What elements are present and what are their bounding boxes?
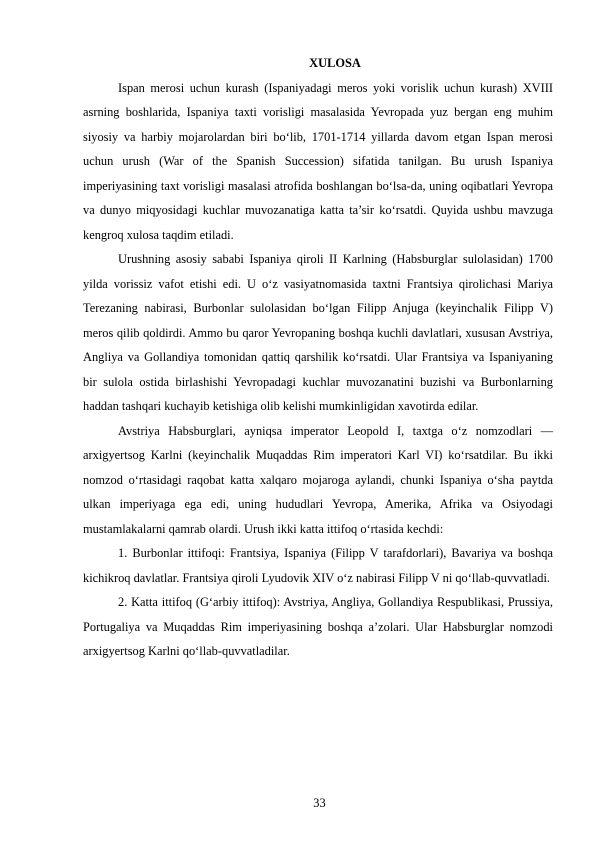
document-title: XULOSA xyxy=(309,56,361,70)
list-item-grand-alliance: 2. Katta ittifoq (G‘arbiy ittifoq): Avstriya, Angliya, Gollandiya Respublikasi, Prussiya, Portugaliya va Muqaddas Rim imperiyasining boshqa a’zolari. Ular Habsburglar nomzodi arxigyertsog Karlni qo‘llab-quvvatladilar. xyxy=(83,595,553,658)
paragraph-habsburg: Avstriya Habsburglari, ayniqsa imperator Leopold I, taxtga o‘z nomzodlari — arxigyertsog Karlni (keyinchalik Muqaddas Rim imperatori Karl VI) ko‘rsatdilar. Bu ikki nomzod o‘rtasidagi raqobat katta xalqaro mojaroga aylandi, chunki Ispaniya o‘sha paytda ulkan imperiyaga ega edi, uning hududlari Yevropa, Amerika, Afrika va Osiyodagi mustamlakalarni qamrab olardi. Urush ikki katta ittifoq o‘rtasida kechdi: xyxy=(83,423,553,536)
page-number: 33 xyxy=(313,796,326,810)
paragraph-cause: Urushning asosiy sababi Ispaniya qiroli II Karlning (Habsburglar sulolasidan) 1700 yilda vorissiz vafot etishi edi. U o‘z vasiyatnomasida taxtni Frantsiya qirolichasi Mariya Terezaning nabirasi, Burbonlar sulolasidan bo‘lgan Filipp Anjuga (keyinchalik Filipp V) meros qilib qoldirdi. Ammo bu qaror Yevropaning boshqa kuchli davlatlari, xususan Avstriya, Angliya va Gollandiya tomonidan qattiq qarshilik ko‘rsatdi. Ular Frantsiya va Ispaniyaning bir sulola ostida birlashishi Yevropadagi kuchlar muvozanatini buzishi va Burbonlarning haddan tashqari kuchayib ketishiga olib kelishi mumkinligidan xavotirda edilar. xyxy=(83,252,553,413)
list-item-bourbon-alliance: 1. Burbonlar ittifoqi: Frantsiya, Ispaniya (Filipp V tarafdorlari), Bavariya va boshqa kichikroq davlatlar. Frantsiya qiroli Lyudovik XIV o‘z nabirasi Filipp V ni qo‘llab-quvvatladi. xyxy=(83,546,553,585)
page-body xyxy=(83,51,553,664)
paragraph-intro: Ispan merosi uchun kurash (Ispaniyadagi meros yoki vorislik uchun kurash) XVIII asrning boshlarida, Ispaniya taxti vorisligi masalasida Yevropada yuz bergan eng muhim siyosiy va harbiy mojarolardan biri bo‘lib, 1701-1714 yillarda davom etgan Ispan merosi uchun urush (War of the Spanish Succession) sifatida tanilgan. Bu urush Ispaniya imperiyasining taxt vorisligi masalasi atrofida boshlangan bo‘lsa-da, uning oqibatlari Yevropa va dunyo miqyosidagi kuchlar muvozanatiga katta ta’sir ko‘rsatdi. Quyida ushbu mavzuga kengroq xulosa taqdim etiladi. xyxy=(83,80,553,242)
